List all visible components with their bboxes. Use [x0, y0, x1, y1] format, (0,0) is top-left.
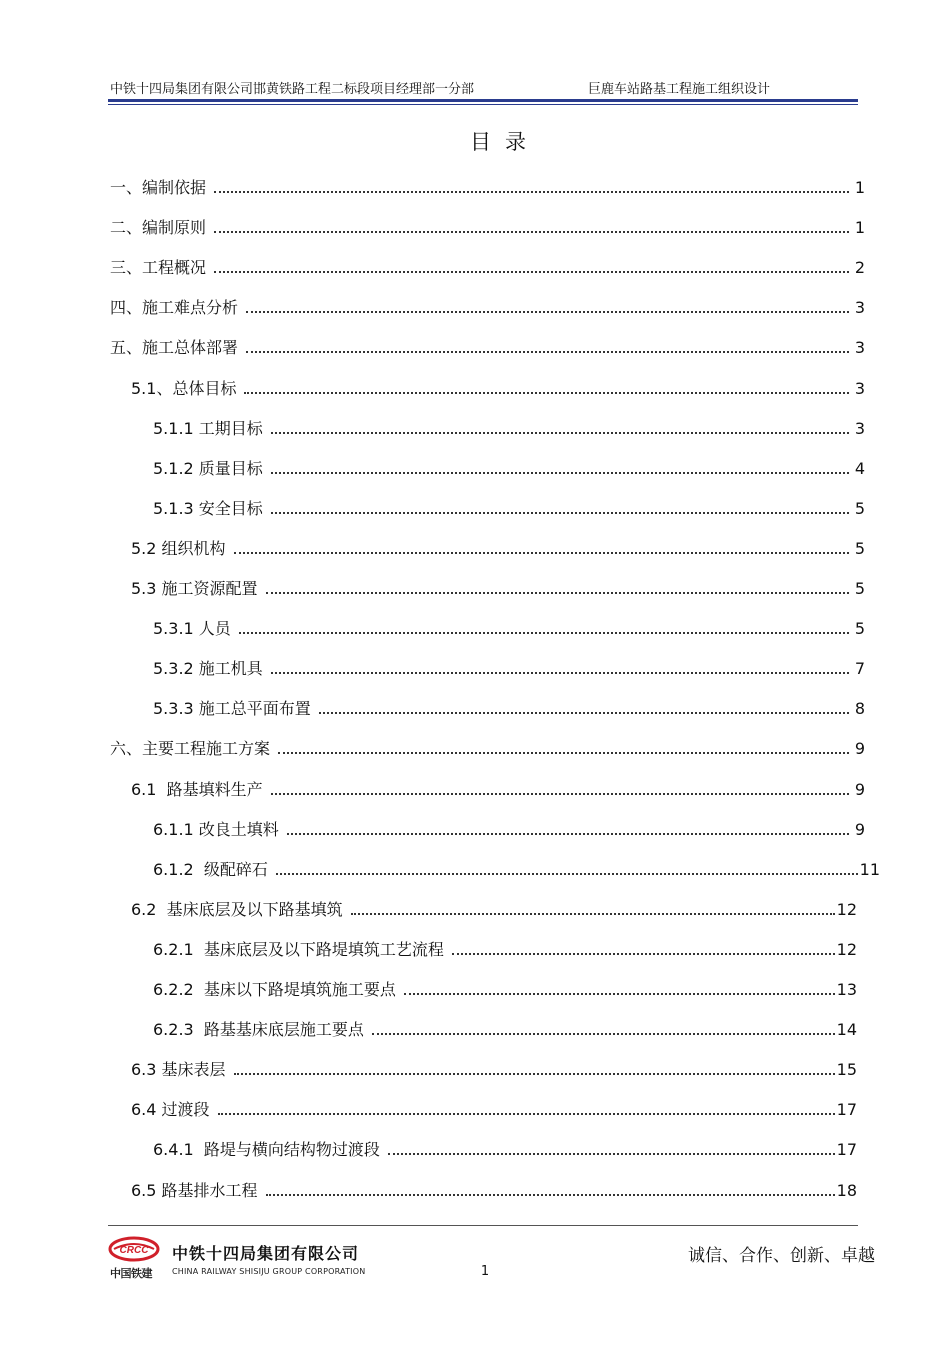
- toc-entry-label: 6.3 基床表层: [131, 1060, 226, 1079]
- toc-entry-page: 1: [854, 178, 865, 197]
- toc-entry[interactable]: [110, 735, 865, 759]
- toc-entry-label: 6.2.2 基床以下路堤填筑施工要点: [153, 980, 396, 999]
- toc-entry-page: 9: [854, 739, 865, 758]
- toc-entry-label: 6.1.1 改良土填料: [153, 820, 279, 839]
- logo-chinese-text: 中国铁建: [110, 1267, 152, 1280]
- toc-entry-page: 7: [854, 659, 865, 678]
- toc-dot-leader: [218, 1113, 835, 1115]
- toc-entry-label: 5.1.1 工期目标: [153, 419, 263, 438]
- company-name-chinese: 中铁十四局集团有限公司: [172, 1244, 360, 1263]
- toc-entry[interactable]: [131, 1056, 857, 1080]
- toc-entry-page: 5: [854, 579, 865, 598]
- toc-entry-page: 9: [854, 820, 865, 839]
- toc-entry-label: 6.4 过渡段: [131, 1100, 210, 1119]
- toc-dot-leader: [276, 873, 858, 875]
- page-title: 目录: [470, 130, 540, 154]
- footer-motto: 诚信、合作、创新、卓越: [688, 1246, 875, 1266]
- toc-entry-label: 6.2 基床底层及以下路基填筑: [131, 900, 343, 919]
- toc-dot-leader: [287, 833, 849, 835]
- toc-entry-label: 一、编制依据: [110, 178, 207, 197]
- company-name-english: CHINA RAILWAY SHISIJU GROUP CORPORATION: [172, 1267, 366, 1276]
- toc-entry[interactable]: [110, 174, 865, 198]
- toc-entry[interactable]: [110, 334, 865, 358]
- toc-entry[interactable]: [153, 1016, 857, 1040]
- header-left-text: 中铁十四局集团有限公司邯黄铁路工程二标段项目经理部一分部: [110, 82, 475, 97]
- toc-entry-page: 14: [836, 1020, 857, 1039]
- toc-entry[interactable]: [153, 1136, 857, 1160]
- toc-entry-label: 四、施工难点分析: [110, 298, 239, 317]
- toc-entry[interactable]: [153, 615, 865, 639]
- toc-dot-leader: [214, 191, 849, 193]
- toc-entry[interactable]: [153, 976, 857, 1000]
- toc-entry[interactable]: [131, 1177, 857, 1201]
- footer-rule: [108, 1225, 858, 1226]
- toc-dot-leader: [351, 913, 835, 915]
- toc-entry[interactable]: [153, 695, 865, 719]
- toc-entry[interactable]: [110, 214, 865, 238]
- toc-entry-page: 11: [859, 860, 880, 879]
- toc-entry-label: 6.5 路基排水工程: [131, 1181, 258, 1200]
- toc-entry-label: 6.1.2 级配碎石: [153, 860, 268, 879]
- toc-entry-page: 15: [836, 1060, 857, 1079]
- toc-entry[interactable]: [153, 816, 865, 840]
- toc-entry-label: 5.3.1 人员: [153, 619, 231, 638]
- toc-dot-leader: [372, 1033, 835, 1035]
- toc-dot-leader: [271, 512, 849, 514]
- toc-dot-leader: [244, 392, 849, 394]
- toc-entry-label: 5.2 组织机构: [131, 539, 226, 558]
- toc-entry-page: 5: [854, 539, 865, 558]
- toc-dot-leader: [271, 793, 849, 795]
- toc-entry-page: 9: [854, 780, 865, 799]
- page-number: 1: [480, 1264, 490, 1279]
- toc-dot-leader: [214, 271, 849, 273]
- toc-entry-page: 4: [854, 459, 865, 478]
- toc-dot-leader: [271, 472, 849, 474]
- toc-dot-leader: [271, 672, 849, 674]
- toc-entry[interactable]: [153, 856, 880, 880]
- toc-entry-page: 2: [854, 258, 865, 277]
- toc-entry[interactable]: [131, 375, 865, 399]
- toc-entry[interactable]: [131, 535, 865, 559]
- toc-entry[interactable]: [110, 254, 865, 278]
- toc-entry[interactable]: [131, 896, 857, 920]
- toc-entry-label: 6.2.3 路基基床底层施工要点: [153, 1020, 364, 1039]
- toc-entry-label: 5.1.2 质量目标: [153, 459, 263, 478]
- toc-entry-page: 3: [854, 338, 865, 357]
- toc-entry-page: 12: [836, 940, 857, 959]
- toc-dot-leader: [234, 1073, 835, 1075]
- toc-entry[interactable]: [153, 495, 865, 519]
- toc-entry-label: 5.3 施工资源配置: [131, 579, 258, 598]
- toc-entry-label: 6.2.1 基床底层及以下路堤填筑工艺流程: [153, 940, 444, 959]
- toc-dot-leader: [246, 311, 849, 313]
- toc-entry-label: 5.1、总体目标: [131, 379, 237, 398]
- toc-dot-leader: [271, 432, 849, 434]
- toc-entry[interactable]: [153, 936, 857, 960]
- toc-entry[interactable]: [131, 776, 865, 800]
- toc-dot-leader: [452, 953, 835, 955]
- toc-entry-label: 三、工程概况: [110, 258, 207, 277]
- logo-text: CRCC: [119, 1245, 149, 1256]
- header-rule-thin: [108, 104, 858, 105]
- toc-entry-page: 13: [836, 980, 857, 999]
- toc-dot-leader: [234, 552, 849, 554]
- toc-entry-page: 3: [854, 419, 865, 438]
- toc-entry-page: 17: [836, 1140, 857, 1159]
- toc-entry-label: 六、主要工程施工方案: [110, 739, 271, 758]
- toc-entry-page: 18: [836, 1181, 857, 1200]
- header-rule-thick: [108, 99, 858, 102]
- toc-dot-leader: [239, 632, 849, 634]
- toc-entry-label: 5.3.3 施工总平面布置: [153, 699, 311, 718]
- toc-entry[interactable]: [110, 294, 865, 318]
- crcc-logo-icon: [108, 1236, 160, 1262]
- toc-dot-leader: [246, 351, 849, 353]
- toc-entry[interactable]: [153, 415, 865, 439]
- toc-dot-leader: [404, 993, 835, 995]
- toc-entry-page: 12: [836, 900, 857, 919]
- toc-entry[interactable]: [131, 1096, 857, 1120]
- toc-entry-page: 3: [854, 379, 865, 398]
- header-right-text: 巨鹿车站路基工程施工组织设计: [588, 82, 771, 97]
- toc-dot-leader: [388, 1153, 835, 1155]
- toc-entry[interactable]: [153, 655, 865, 679]
- toc-dot-leader: [319, 712, 849, 714]
- toc-entry-label: 二、编制原则: [110, 218, 207, 237]
- toc-entry[interactable]: [131, 575, 865, 599]
- toc-entry[interactable]: [153, 455, 865, 479]
- toc-dot-leader: [278, 752, 849, 754]
- toc-entry-label: 5.3.2 施工机具: [153, 659, 263, 678]
- toc-dot-leader: [266, 1194, 835, 1196]
- toc-entry-label: 五、施工总体部署: [110, 338, 239, 357]
- toc-entry-page: 5: [854, 499, 865, 518]
- toc-entry-page: 17: [836, 1100, 857, 1119]
- toc-dot-leader: [266, 592, 849, 594]
- toc-entry-page: 8: [854, 699, 865, 718]
- toc-entry-label: 6.1 路基填料生产: [131, 780, 263, 799]
- toc-entry-page: 5: [854, 619, 865, 638]
- toc-dot-leader: [214, 231, 849, 233]
- toc-entry-label: 5.1.3 安全目标: [153, 499, 263, 518]
- toc-entry-page: 1: [854, 218, 865, 237]
- toc-entry-page: 3: [854, 298, 865, 317]
- toc-entry-label: 6.4.1 路堤与横向结构物过渡段: [153, 1140, 380, 1159]
